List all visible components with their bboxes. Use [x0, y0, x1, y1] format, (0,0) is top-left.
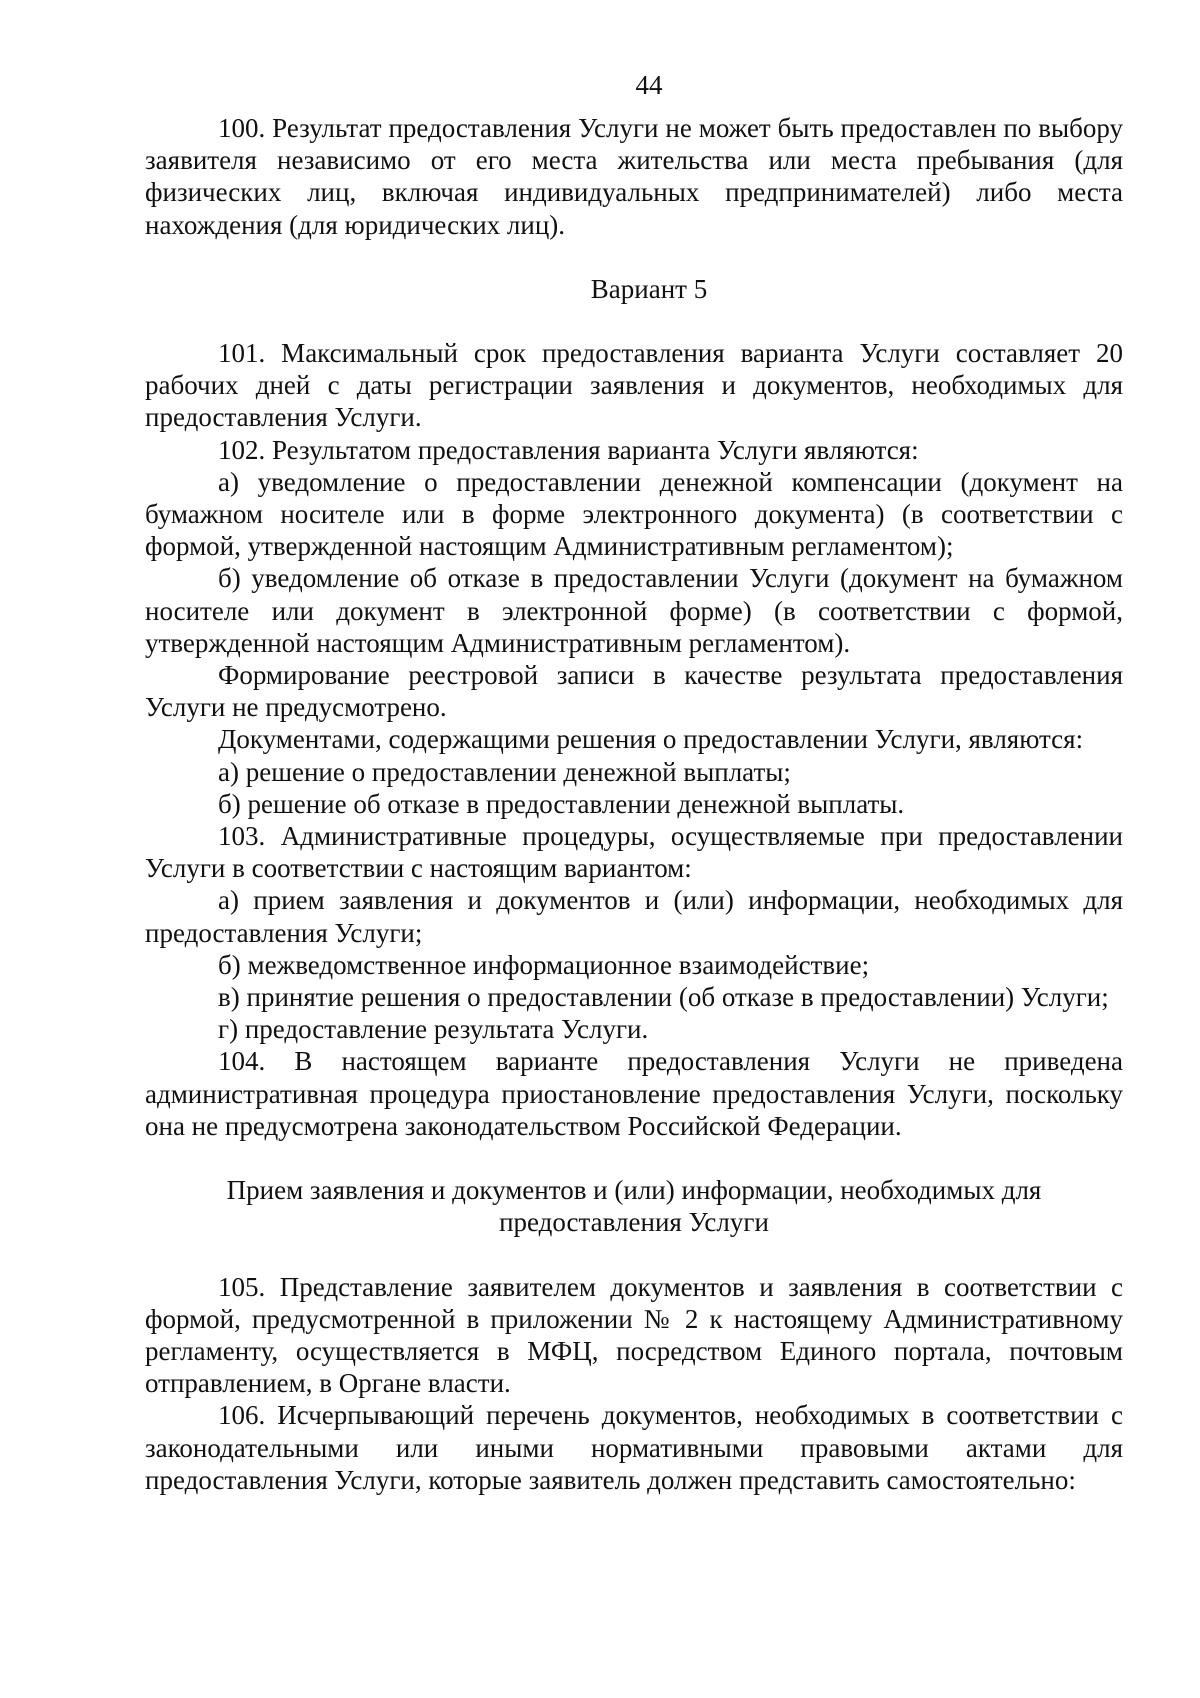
paragraph-103-b: б) межведомственное информационное взаимодействие;: [218, 949, 870, 980]
paragraph-105: 105. Представление заявителем документов и заявления в соответствии с формой, предусмотренной в приложении № 2 к настоящему Административному регламенту, осуществляется в МФЦ, посредством Единого портала, почтовым отправлением, в Органе власти.: [145, 1271, 1123, 1399]
paragraph-decision-a: а) решение о предоставлении денежной выплаты;: [218, 756, 791, 787]
paragraph-102-b: б) уведомление об отказе в предоставлении Услуги (документ на бумажном носителе или документ в электронной форме) (в соответствии с формой, утвержденной настоящим Административным регламентом).: [145, 563, 1123, 658]
paragraph-102: 102. Результатом предоставления варианта Услуги являются:: [218, 434, 919, 465]
paragraph-102-a: а) уведомление о предоставлении денежной компенсации (документ на бумажном носителе или в форме электронного документа) (в соответствии с формой, утвержденной настоящим Административным регламентом);: [145, 466, 1123, 562]
section-heading-application-intake: Прием заявления и документов и (или) информации, необходимых для предоставления Услуги: [226, 1175, 1042, 1238]
paragraph-103-a: а) прием заявления и документов и (или) информации, необходимых для предоставления Услуги;: [145, 885, 1123, 948]
paragraph-decision-b: б) решение об отказе в предоставлении денежной выплаты.: [218, 788, 905, 819]
paragraph-100: 100. Результат предоставления Услуги не может быть предоставлен по выбору заявителя независимо от его места жительства или места пребывания (для физических лиц, включая индивидуальных предпринимателей) либо места нахождения (для юридических лиц).: [145, 113, 1123, 240]
document-page: [145, 70, 1123, 1496]
paragraph-101: 101. Максимальный срок предоставления варианта Услуги составляет 20 рабочих дней с даты регистрации заявления и документов, необходимых для предоставления Услуги.: [145, 338, 1123, 433]
paragraph-103: 103. Административные процедуры, осуществляемые при предоставлении Услуги в соответствии с настоящим вариантом:: [145, 821, 1123, 884]
paragraph-104: 104. В настоящем варианте предоставления Услуги не приведена административная процедура приостановление предоставления Услуги, поскольку она не предусмотрена законодательством Российской Федерации.: [145, 1046, 1123, 1141]
page-number: 44: [635, 70, 663, 100]
paragraph-registry-note: Формирование реестровой записи в качестве результата предоставления Услуги не предусмотрено.: [145, 660, 1123, 723]
paragraph-103-v: в) принятие решения о предоставлении (об отказе в предоставлении) Услуги;: [218, 982, 1109, 1013]
section-heading-variant-5: Вариант 5: [590, 273, 708, 304]
paragraph-103-g: г) предоставление результата Услуги.: [218, 1014, 649, 1045]
paragraph-decision-docs: Документами, содержащими решения о предоставлении Услуги, являются:: [218, 724, 1084, 755]
paragraph-106: 106. Исчерпывающий перечень документов, необходимых в соответствии с законодательными или иными нормативными правовыми актами для предоставления Услуги, которые заявитель должен представить самостоятельно:: [145, 1400, 1123, 1495]
